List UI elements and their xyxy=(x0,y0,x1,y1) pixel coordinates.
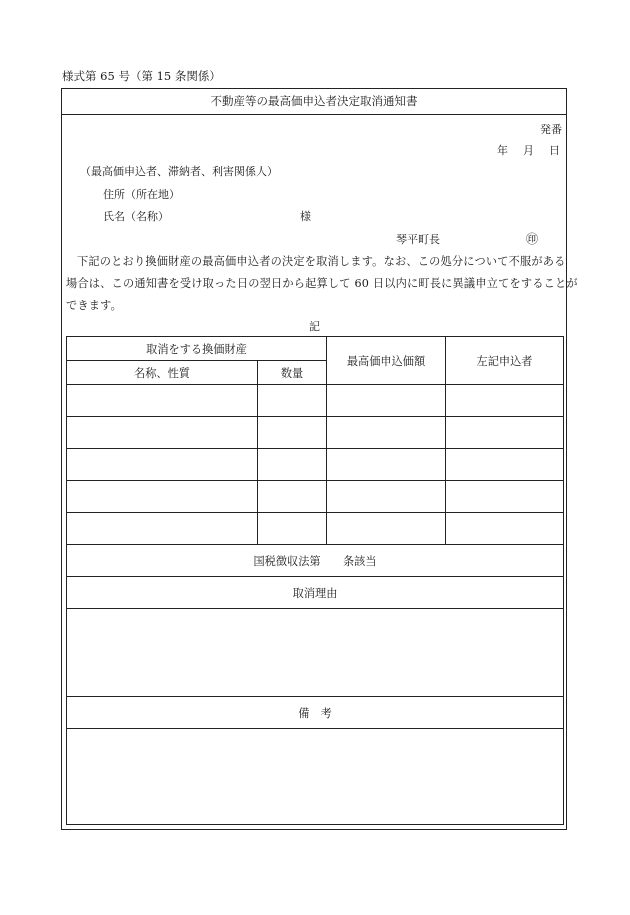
issue-date: 年 月 日 xyxy=(497,144,562,157)
body-line-1: 下記のとおり換価財産の最高価申込者の決定を取消します。なお、この処分について不服がある xyxy=(77,255,566,268)
address-label: 住所（所在地） xyxy=(103,188,180,201)
table-row xyxy=(67,385,564,417)
addressee-group: （最高価申込者、滞納者、利害関係人） xyxy=(80,165,278,178)
header-name-nature: 名称、性質 xyxy=(67,361,258,385)
ki-label: 記 xyxy=(309,320,320,333)
reason-header: 取消理由 xyxy=(67,577,564,609)
table-row xyxy=(67,513,564,545)
form-title: 不動産等の最高価申込者決定取消通知書 xyxy=(62,89,566,115)
table-row xyxy=(67,417,564,449)
header-highest-price: 最高価申込価額 xyxy=(327,337,446,385)
remarks-box xyxy=(67,729,564,825)
body-line-3: できます。 xyxy=(66,299,123,312)
body-line-2: 場合は、この通知書を受け取った日の翌日から起算して 60 日以内に町長に異議申立てをすることが xyxy=(66,277,578,290)
issue-number: 発番 xyxy=(540,123,562,136)
law-article-row: 国税徴収法第 条該当 xyxy=(67,545,564,577)
table-row xyxy=(67,481,564,513)
property-table xyxy=(66,336,564,825)
form-number: 様式第 65 号（第 15 条関係） xyxy=(62,69,221,83)
name-label: 氏名（名称） xyxy=(103,210,169,223)
table-row xyxy=(67,449,564,481)
header-applicant: 左記申込者 xyxy=(446,337,564,385)
seal-mark: ㊞ xyxy=(526,232,539,246)
header-property-group: 取消をする換価財産 xyxy=(67,337,327,361)
remarks-header: 備 考 xyxy=(67,697,564,729)
header-quantity: 数量 xyxy=(258,361,327,385)
honorific: 様 xyxy=(300,210,311,223)
reason-box xyxy=(67,609,564,697)
issuer-name: 琴平町長 xyxy=(396,233,440,246)
